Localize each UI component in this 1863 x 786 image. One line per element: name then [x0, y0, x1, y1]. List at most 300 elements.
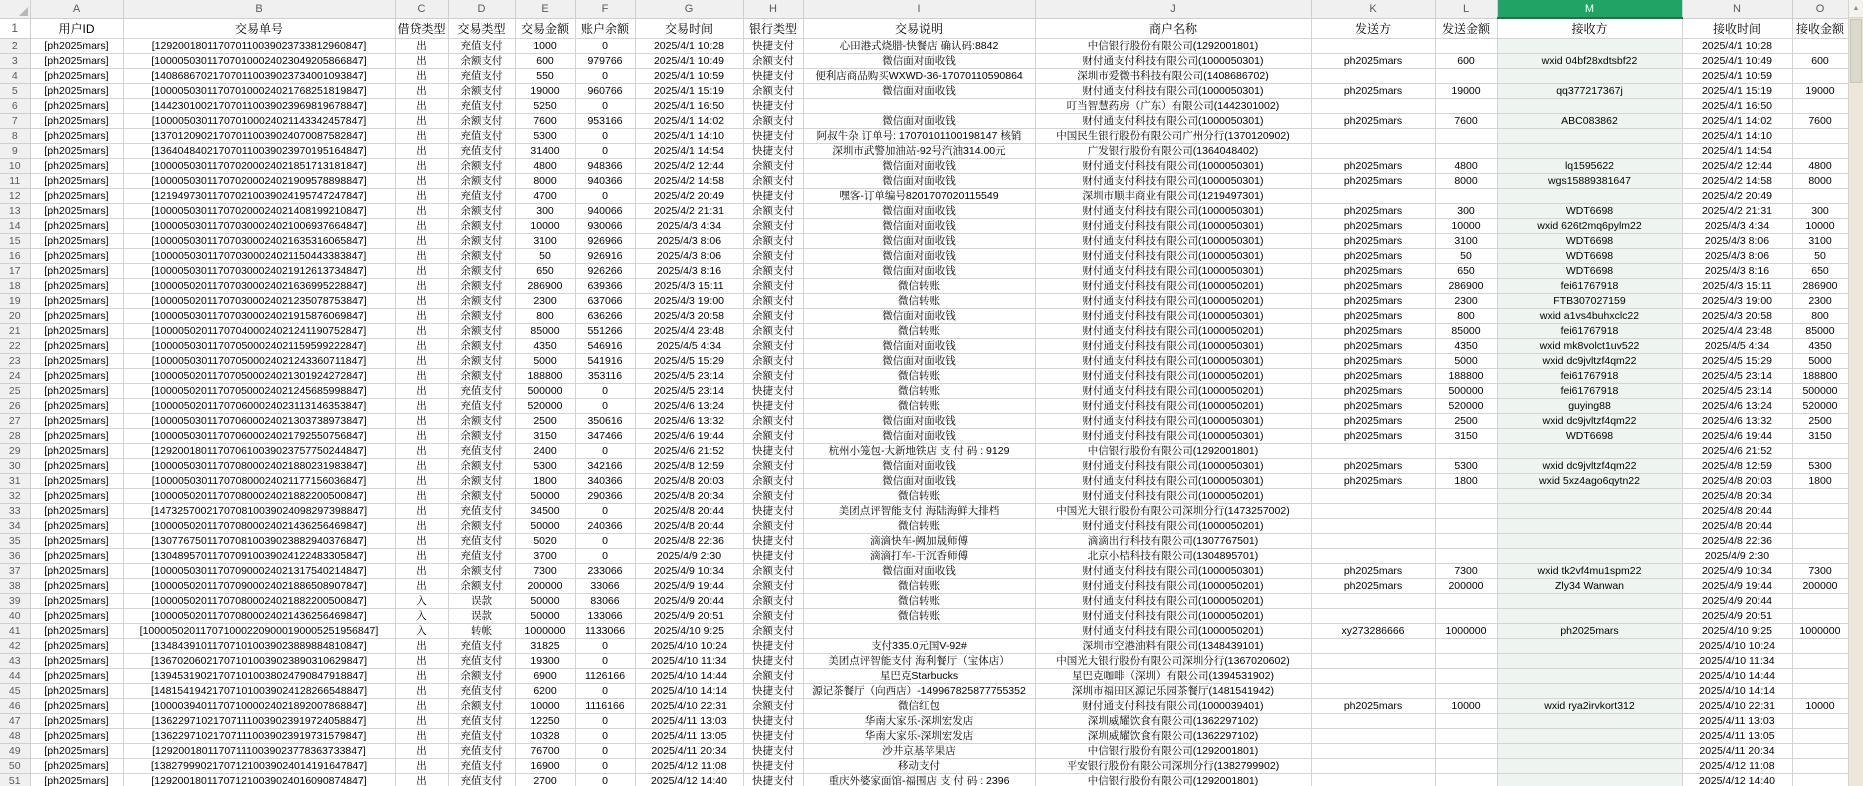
cell-E16[interactable]: 50: [515, 249, 575, 264]
cell-N10[interactable]: 2025/4/2 12:44: [1682, 159, 1792, 174]
cell-D16[interactable]: 余额支付: [448, 249, 515, 264]
cell-K32[interactable]: [1311, 489, 1435, 504]
cell-D49[interactable]: 充值支付: [448, 744, 515, 759]
row-number[interactable]: 10: [0, 159, 30, 174]
cell-G17[interactable]: 2025/4/3 8:16: [635, 264, 743, 279]
cell-N14[interactable]: 2025/4/3 4:34: [1682, 219, 1792, 234]
cell-L24[interactable]: 188800: [1435, 369, 1497, 384]
cell-I31[interactable]: 微信面对面收钱: [803, 474, 1035, 489]
cell-A32[interactable]: [ph2025mars]: [30, 489, 123, 504]
cell-O19[interactable]: 2300: [1792, 294, 1848, 309]
cell-H22[interactable]: 余额支付: [743, 339, 803, 354]
cell-G36[interactable]: 2025/4/9 2:30: [635, 549, 743, 564]
cell-K50[interactable]: [1311, 759, 1435, 774]
row-number[interactable]: 31: [0, 474, 30, 489]
cell-K5[interactable]: ph2025mars: [1311, 84, 1435, 99]
cell-E9[interactable]: 31400: [515, 144, 575, 159]
cell-D39[interactable]: 误款: [448, 594, 515, 609]
cell-B24[interactable]: [100005020117070500024021301924272847]: [123, 369, 395, 384]
cell-F23[interactable]: 541916: [575, 354, 635, 369]
cell-L10[interactable]: 4800: [1435, 159, 1497, 174]
cell-F21[interactable]: 551266: [575, 324, 635, 339]
cell-O4[interactable]: [1792, 69, 1848, 84]
cell-M38[interactable]: Zly34 Wanwan: [1497, 579, 1682, 594]
cell-K18[interactable]: ph2025mars: [1311, 279, 1435, 294]
cell-O13[interactable]: 300: [1792, 204, 1848, 219]
cell-J18[interactable]: 财付通支付科技有限公司(1000050201): [1035, 279, 1311, 294]
cell-K37[interactable]: ph2025mars: [1311, 564, 1435, 579]
cell-C41[interactable]: 入: [395, 624, 448, 639]
row-number[interactable]: 23: [0, 354, 30, 369]
cell-A37[interactable]: [ph2025mars]: [30, 564, 123, 579]
cell-C42[interactable]: 出: [395, 639, 448, 654]
cell-A35[interactable]: [ph2025mars]: [30, 534, 123, 549]
cell-N25[interactable]: 2025/4/5 23:14: [1682, 384, 1792, 399]
cell-A28[interactable]: [ph2025mars]: [30, 429, 123, 444]
row-number[interactable]: 36: [0, 549, 30, 564]
row-number[interactable]: 27: [0, 414, 30, 429]
cell-E10[interactable]: 4800: [515, 159, 575, 174]
cell-M26[interactable]: guying88: [1497, 399, 1682, 414]
cell-E33[interactable]: 34500: [515, 504, 575, 519]
cell-B40[interactable]: [100005020117070800024021436256469847]: [123, 609, 395, 624]
cell-D31[interactable]: 余额支付: [448, 474, 515, 489]
cell-H40[interactable]: 余额支付: [743, 609, 803, 624]
cell-M18[interactable]: fei61767918: [1497, 279, 1682, 294]
cell-A50[interactable]: [ph2025mars]: [30, 759, 123, 774]
cell-O15[interactable]: 3100: [1792, 234, 1848, 249]
cell-M46[interactable]: wxid rya2irvkort312: [1497, 699, 1682, 714]
cell-B34[interactable]: [100005020117070800024021436256469847]: [123, 519, 395, 534]
cell-H7[interactable]: 余额支付: [743, 114, 803, 129]
cell-F40[interactable]: 133066: [575, 609, 635, 624]
cell-F51[interactable]: 0: [575, 774, 635, 786]
cell-F9[interactable]: 0: [575, 144, 635, 159]
cell-H10[interactable]: 余额支付: [743, 159, 803, 174]
cell-H44[interactable]: 余额支付: [743, 669, 803, 684]
cell-B17[interactable]: [100005030117070300024021912613734847]: [123, 264, 395, 279]
field-header-H[interactable]: 银行类型: [743, 18, 803, 39]
cell-C51[interactable]: 出: [395, 774, 448, 786]
cell-C17[interactable]: 出: [395, 264, 448, 279]
cell-H26[interactable]: 快捷支付: [743, 399, 803, 414]
cell-O11[interactable]: 8000: [1792, 174, 1848, 189]
cell-C40[interactable]: 入: [395, 609, 448, 624]
cell-K7[interactable]: ph2025mars: [1311, 114, 1435, 129]
cell-D46[interactable]: 余额支付: [448, 699, 515, 714]
cell-H12[interactable]: 快捷支付: [743, 189, 803, 204]
field-header-A[interactable]: 用户ID: [30, 18, 123, 39]
cell-I2[interactable]: 心田港式烧腊-快餐店 确认码:8842: [803, 39, 1035, 54]
cell-F32[interactable]: 290366: [575, 489, 635, 504]
cell-L47[interactable]: [1435, 714, 1497, 729]
cell-M4[interactable]: [1497, 69, 1682, 84]
cell-E35[interactable]: 5020: [515, 534, 575, 549]
cell-B9[interactable]: [136404840217070110039023970195164847]: [123, 144, 395, 159]
cell-N18[interactable]: 2025/4/3 15:11: [1682, 279, 1792, 294]
row-number[interactable]: 34: [0, 519, 30, 534]
cell-N11[interactable]: 2025/4/2 14:58: [1682, 174, 1792, 189]
cell-B28[interactable]: [100005030117070600024021792550756847]: [123, 429, 395, 444]
cell-I50[interactable]: 移动支付: [803, 759, 1035, 774]
cell-J49[interactable]: 中信银行股份有限公司(1292001801): [1035, 744, 1311, 759]
cell-O24[interactable]: 188800: [1792, 369, 1848, 384]
cell-D32[interactable]: 余额支付: [448, 489, 515, 504]
cell-C16[interactable]: 出: [395, 249, 448, 264]
cell-M33[interactable]: [1497, 504, 1682, 519]
cell-B15[interactable]: [100005030117070300024021635316065847]: [123, 234, 395, 249]
cell-F10[interactable]: 948366: [575, 159, 635, 174]
row-number[interactable]: 42: [0, 639, 30, 654]
cell-K19[interactable]: ph2025mars: [1311, 294, 1435, 309]
cell-G28[interactable]: 2025/4/6 19:44: [635, 429, 743, 444]
cell-M21[interactable]: fei61767918: [1497, 324, 1682, 339]
cell-F35[interactable]: 0: [575, 534, 635, 549]
cell-G23[interactable]: 2025/4/5 15:29: [635, 354, 743, 369]
cell-M11[interactable]: wgs15889381647: [1497, 174, 1682, 189]
cell-D8[interactable]: 充值支付: [448, 129, 515, 144]
cell-L40[interactable]: [1435, 609, 1497, 624]
cell-D33[interactable]: 充值支付: [448, 504, 515, 519]
row-number[interactable]: 1: [0, 18, 30, 39]
cell-H20[interactable]: 余额支付: [743, 309, 803, 324]
row-number[interactable]: 6: [0, 99, 30, 114]
cell-O3[interactable]: 600: [1792, 54, 1848, 69]
cell-L49[interactable]: [1435, 744, 1497, 759]
cell-M12[interactable]: [1497, 189, 1682, 204]
cell-C37[interactable]: 出: [395, 564, 448, 579]
cell-C35[interactable]: 出: [395, 534, 448, 549]
cell-O7[interactable]: 7600: [1792, 114, 1848, 129]
cell-N51[interactable]: 2025/4/12 14:40: [1682, 774, 1792, 786]
cell-K9[interactable]: [1311, 144, 1435, 159]
cell-B22[interactable]: [100005030117070500024021159599222847]: [123, 339, 395, 354]
cell-B12[interactable]: [121949730117070210039024195747247847]: [123, 189, 395, 204]
field-header-N[interactable]: 接收时间: [1682, 18, 1792, 39]
cell-L9[interactable]: [1435, 144, 1497, 159]
cell-A16[interactable]: [ph2025mars]: [30, 249, 123, 264]
cell-J6[interactable]: 叮当智慧药房（广东）有限公司(1442301002): [1035, 99, 1311, 114]
cell-E8[interactable]: 5300: [515, 129, 575, 144]
cell-F19[interactable]: 637066: [575, 294, 635, 309]
cell-K42[interactable]: [1311, 639, 1435, 654]
cell-H4[interactable]: 快捷支付: [743, 69, 803, 84]
cell-J39[interactable]: 财付通支付科技有限公司(1000050201): [1035, 594, 1311, 609]
cell-N36[interactable]: 2025/4/9 2:30: [1682, 549, 1792, 564]
cell-I25[interactable]: 微信转账: [803, 384, 1035, 399]
cell-B6[interactable]: [144230100217070110039023969819678847]: [123, 99, 395, 114]
cell-G40[interactable]: 2025/4/9 20:51: [635, 609, 743, 624]
field-header-K[interactable]: 发送方: [1311, 18, 1435, 39]
cell-J15[interactable]: 财付通支付科技有限公司(1000050301): [1035, 234, 1311, 249]
cell-D41[interactable]: 转帐: [448, 624, 515, 639]
cell-N16[interactable]: 2025/4/3 8:06: [1682, 249, 1792, 264]
cell-D45[interactable]: 充值支付: [448, 684, 515, 699]
cell-M15[interactable]: WDT6698: [1497, 234, 1682, 249]
cell-N9[interactable]: 2025/4/1 14:54: [1682, 144, 1792, 159]
cell-I20[interactable]: 微信面对面收钱: [803, 309, 1035, 324]
cell-A36[interactable]: [ph2025mars]: [30, 549, 123, 564]
cell-B43[interactable]: [136702060217071010039023890310629847]: [123, 654, 395, 669]
cell-G3[interactable]: 2025/4/1 10:49: [635, 54, 743, 69]
cell-M34[interactable]: [1497, 519, 1682, 534]
cell-F6[interactable]: 0: [575, 99, 635, 114]
cell-A6[interactable]: [ph2025mars]: [30, 99, 123, 114]
cell-F30[interactable]: 342166: [575, 459, 635, 474]
cell-A29[interactable]: [ph2025mars]: [30, 444, 123, 459]
cell-D35[interactable]: 充值支付: [448, 534, 515, 549]
cell-M32[interactable]: [1497, 489, 1682, 504]
field-header-J[interactable]: 商户名称: [1035, 18, 1311, 39]
cell-M8[interactable]: [1497, 129, 1682, 144]
cell-I35[interactable]: 滴滴快车-阙加晟师傅: [803, 534, 1035, 549]
cell-C12[interactable]: 出: [395, 189, 448, 204]
row-number[interactable]: 49: [0, 744, 30, 759]
cell-D34[interactable]: 余额支付: [448, 519, 515, 534]
cell-G13[interactable]: 2025/4/2 21:31: [635, 204, 743, 219]
cell-K4[interactable]: [1311, 69, 1435, 84]
cell-B50[interactable]: [138279990217071210039024014191647847]: [123, 759, 395, 774]
cell-A30[interactable]: [ph2025mars]: [30, 459, 123, 474]
cell-K40[interactable]: [1311, 609, 1435, 624]
cell-J33[interactable]: 中国光大银行股份有限公司深圳分行(1473257002): [1035, 504, 1311, 519]
cell-L14[interactable]: 10000: [1435, 219, 1497, 234]
cell-B8[interactable]: [137012090217070110039024070087582847]: [123, 129, 395, 144]
cell-C31[interactable]: 出: [395, 474, 448, 489]
column-header-B[interactable]: B: [123, 0, 395, 18]
cell-F29[interactable]: 0: [575, 444, 635, 459]
cell-L5[interactable]: 19000: [1435, 84, 1497, 99]
cell-H2[interactable]: 快捷支付: [743, 39, 803, 54]
cell-G6[interactable]: 2025/4/1 16:50: [635, 99, 743, 114]
cell-J13[interactable]: 财付通支付科技有限公司(1000050301): [1035, 204, 1311, 219]
cell-E22[interactable]: 4350: [515, 339, 575, 354]
cell-K26[interactable]: ph2025mars: [1311, 399, 1435, 414]
cell-G14[interactable]: 2025/4/3 4:34: [635, 219, 743, 234]
cell-A10[interactable]: [ph2025mars]: [30, 159, 123, 174]
cell-L26[interactable]: 520000: [1435, 399, 1497, 414]
cell-L33[interactable]: [1435, 504, 1497, 519]
cell-C4[interactable]: 出: [395, 69, 448, 84]
row-number[interactable]: 51: [0, 774, 30, 786]
cell-C10[interactable]: 出: [395, 159, 448, 174]
cell-M13[interactable]: WDT6698: [1497, 204, 1682, 219]
cell-C25[interactable]: 出: [395, 384, 448, 399]
cell-M25[interactable]: fei61767918: [1497, 384, 1682, 399]
cell-D23[interactable]: 余额支付: [448, 354, 515, 369]
cell-J38[interactable]: 财付通支付科技有限公司(1000050201): [1035, 579, 1311, 594]
cell-J21[interactable]: 财付通支付科技有限公司(1000050201): [1035, 324, 1311, 339]
cell-F49[interactable]: 0: [575, 744, 635, 759]
cell-N3[interactable]: 2025/4/1 10:49: [1682, 54, 1792, 69]
cell-D27[interactable]: 余额支付: [448, 414, 515, 429]
cell-C14[interactable]: 出: [395, 219, 448, 234]
cell-J28[interactable]: 财付通支付科技有限公司(1000050301): [1035, 429, 1311, 444]
cell-D25[interactable]: 充值支付: [448, 384, 515, 399]
cell-F14[interactable]: 930066: [575, 219, 635, 234]
cell-J26[interactable]: 财付通支付科技有限公司(1000050201): [1035, 399, 1311, 414]
cell-I14[interactable]: 微信面对面收钱: [803, 219, 1035, 234]
cell-E32[interactable]: 50000: [515, 489, 575, 504]
cell-N38[interactable]: 2025/4/9 19:44: [1682, 579, 1792, 594]
row-number[interactable]: 46: [0, 699, 30, 714]
cell-I28[interactable]: 微信面对面收钱: [803, 429, 1035, 444]
cell-A39[interactable]: [ph2025mars]: [30, 594, 123, 609]
cell-E25[interactable]: 500000: [515, 384, 575, 399]
cell-M17[interactable]: WDT6698: [1497, 264, 1682, 279]
cell-K11[interactable]: ph2025mars: [1311, 174, 1435, 189]
cell-D9[interactable]: 充值支付: [448, 144, 515, 159]
cell-O10[interactable]: 4800: [1792, 159, 1848, 174]
cell-G7[interactable]: 2025/4/1 14:02: [635, 114, 743, 129]
cell-D22[interactable]: 余额支付: [448, 339, 515, 354]
cell-J40[interactable]: 财付通支付科技有限公司(1000050201): [1035, 609, 1311, 624]
cell-N23[interactable]: 2025/4/5 15:29: [1682, 354, 1792, 369]
cell-L46[interactable]: 10000: [1435, 699, 1497, 714]
cell-G15[interactable]: 2025/4/3 8:06: [635, 234, 743, 249]
cell-O14[interactable]: 10000: [1792, 219, 1848, 234]
cell-L4[interactable]: [1435, 69, 1497, 84]
row-number[interactable]: 28: [0, 429, 30, 444]
cell-L48[interactable]: [1435, 729, 1497, 744]
cell-J32[interactable]: 财付通支付科技有限公司(1000050201): [1035, 489, 1311, 504]
cell-J11[interactable]: 财付通支付科技有限公司(1000050301): [1035, 174, 1311, 189]
cell-I24[interactable]: 微信转账: [803, 369, 1035, 384]
cell-N33[interactable]: 2025/4/8 20:44: [1682, 504, 1792, 519]
cell-O17[interactable]: 650: [1792, 264, 1848, 279]
cell-M20[interactable]: wxid a1vs4buhxclc22: [1497, 309, 1682, 324]
cell-B4[interactable]: [140868670217070110039023734001093847]: [123, 69, 395, 84]
cell-H24[interactable]: 余额支付: [743, 369, 803, 384]
cell-I15[interactable]: 微信面对面收钱: [803, 234, 1035, 249]
cell-L31[interactable]: 1800: [1435, 474, 1497, 489]
cell-J16[interactable]: 财付通支付科技有限公司(1000050301): [1035, 249, 1311, 264]
cell-N28[interactable]: 2025/4/6 19:44: [1682, 429, 1792, 444]
cell-J42[interactable]: 深圳市空港油料有限公司(1348439101): [1035, 639, 1311, 654]
cell-A18[interactable]: [ph2025mars]: [30, 279, 123, 294]
cell-H30[interactable]: 余额支付: [743, 459, 803, 474]
cell-B11[interactable]: [100005030117070200024021909578898847]: [123, 174, 395, 189]
cell-E41[interactable]: 1000000: [515, 624, 575, 639]
cell-D38[interactable]: 余额支付: [448, 579, 515, 594]
cell-L2[interactable]: [1435, 39, 1497, 54]
cell-O29[interactable]: [1792, 444, 1848, 459]
cell-G45[interactable]: 2025/4/10 14:14: [635, 684, 743, 699]
cell-O37[interactable]: 7300: [1792, 564, 1848, 579]
cell-H17[interactable]: 余额支付: [743, 264, 803, 279]
cell-C22[interactable]: 出: [395, 339, 448, 354]
cell-F43[interactable]: 0: [575, 654, 635, 669]
cell-K14[interactable]: ph2025mars: [1311, 219, 1435, 234]
cell-I10[interactable]: 微信面对面收钱: [803, 159, 1035, 174]
cell-G18[interactable]: 2025/4/3 15:11: [635, 279, 743, 294]
cell-E46[interactable]: 10000: [515, 699, 575, 714]
cell-G32[interactable]: 2025/4/8 20:34: [635, 489, 743, 504]
cell-L11[interactable]: 8000: [1435, 174, 1497, 189]
cell-A23[interactable]: [ph2025mars]: [30, 354, 123, 369]
row-number[interactable]: 33: [0, 504, 30, 519]
scrollbar-thumb[interactable]: [1850, 19, 1862, 83]
cell-F44[interactable]: 1126166: [575, 669, 635, 684]
cell-A15[interactable]: [ph2025mars]: [30, 234, 123, 249]
cell-E5[interactable]: 19000: [515, 84, 575, 99]
cell-L16[interactable]: 50: [1435, 249, 1497, 264]
cell-G21[interactable]: 2025/4/4 23:48: [635, 324, 743, 339]
cell-J35[interactable]: 滴滴出行科技有限公司(1307767501): [1035, 534, 1311, 549]
row-number[interactable]: 8: [0, 129, 30, 144]
cell-E27[interactable]: 2500: [515, 414, 575, 429]
cell-K45[interactable]: [1311, 684, 1435, 699]
cell-B23[interactable]: [100005030117070500024021243360711847]: [123, 354, 395, 369]
cell-H41[interactable]: 余额支付: [743, 624, 803, 639]
cell-A2[interactable]: [ph2025mars]: [30, 39, 123, 54]
cell-I5[interactable]: 微信面对面收钱: [803, 84, 1035, 99]
cell-O8[interactable]: [1792, 129, 1848, 144]
cell-G48[interactable]: 2025/4/11 13:05: [635, 729, 743, 744]
cell-G43[interactable]: 2025/4/10 11:34: [635, 654, 743, 669]
cell-D50[interactable]: 充值支付: [448, 759, 515, 774]
cell-H29[interactable]: 快捷支付: [743, 444, 803, 459]
cell-L19[interactable]: 2300: [1435, 294, 1497, 309]
cell-D42[interactable]: 充值支付: [448, 639, 515, 654]
cell-C30[interactable]: 出: [395, 459, 448, 474]
cell-M47[interactable]: [1497, 714, 1682, 729]
cell-I26[interactable]: 微信转账: [803, 399, 1035, 414]
cell-O41[interactable]: 1000000: [1792, 624, 1848, 639]
cell-H13[interactable]: 余额支付: [743, 204, 803, 219]
cell-J51[interactable]: 中信银行股份有限公司(1292001801): [1035, 774, 1311, 786]
cell-F11[interactable]: 940366: [575, 174, 635, 189]
cell-C18[interactable]: 出: [395, 279, 448, 294]
cell-A34[interactable]: [ph2025mars]: [30, 519, 123, 534]
cell-G19[interactable]: 2025/4/3 19:00: [635, 294, 743, 309]
cell-N4[interactable]: 2025/4/1 10:59: [1682, 69, 1792, 84]
cell-E6[interactable]: 5250: [515, 99, 575, 114]
cell-L27[interactable]: 2500: [1435, 414, 1497, 429]
cell-J5[interactable]: 财付通支付科技有限公司(1000050301): [1035, 84, 1311, 99]
cell-N42[interactable]: 2025/4/10 10:24: [1682, 639, 1792, 654]
cell-F22[interactable]: 546916: [575, 339, 635, 354]
column-header-K[interactable]: K: [1311, 0, 1435, 18]
cell-I17[interactable]: 微信面对面收钱: [803, 264, 1035, 279]
cell-A7[interactable]: [ph2025mars]: [30, 114, 123, 129]
cell-H45[interactable]: 快捷支付: [743, 684, 803, 699]
cell-H43[interactable]: 快捷支付: [743, 654, 803, 669]
field-header-L[interactable]: 发送金额: [1435, 18, 1497, 39]
cell-H9[interactable]: 快捷支付: [743, 144, 803, 159]
cell-K38[interactable]: ph2025mars: [1311, 579, 1435, 594]
cell-L45[interactable]: [1435, 684, 1497, 699]
cell-A25[interactable]: [ph2025mars]: [30, 384, 123, 399]
cell-I33[interactable]: 美团点评智能支付 海陆海鲜大排档: [803, 504, 1035, 519]
cell-K27[interactable]: ph2025mars: [1311, 414, 1435, 429]
cell-M14[interactable]: wxid 626t2mq6pylm22: [1497, 219, 1682, 234]
cell-F2[interactable]: 0: [575, 39, 635, 54]
row-number[interactable]: 16: [0, 249, 30, 264]
cell-F47[interactable]: 0: [575, 714, 635, 729]
cell-A22[interactable]: [ph2025mars]: [30, 339, 123, 354]
cell-I40[interactable]: 微信转账: [803, 609, 1035, 624]
cell-N8[interactable]: 2025/4/1 14:10: [1682, 129, 1792, 144]
cell-L37[interactable]: 7300: [1435, 564, 1497, 579]
cell-J31[interactable]: 财付通支付科技有限公司(1000050301): [1035, 474, 1311, 489]
cell-C2[interactable]: 出: [395, 39, 448, 54]
row-number[interactable]: 13: [0, 204, 30, 219]
cell-C47[interactable]: 出: [395, 714, 448, 729]
cell-O35[interactable]: [1792, 534, 1848, 549]
cell-K30[interactable]: ph2025mars: [1311, 459, 1435, 474]
cell-O28[interactable]: 3150: [1792, 429, 1848, 444]
